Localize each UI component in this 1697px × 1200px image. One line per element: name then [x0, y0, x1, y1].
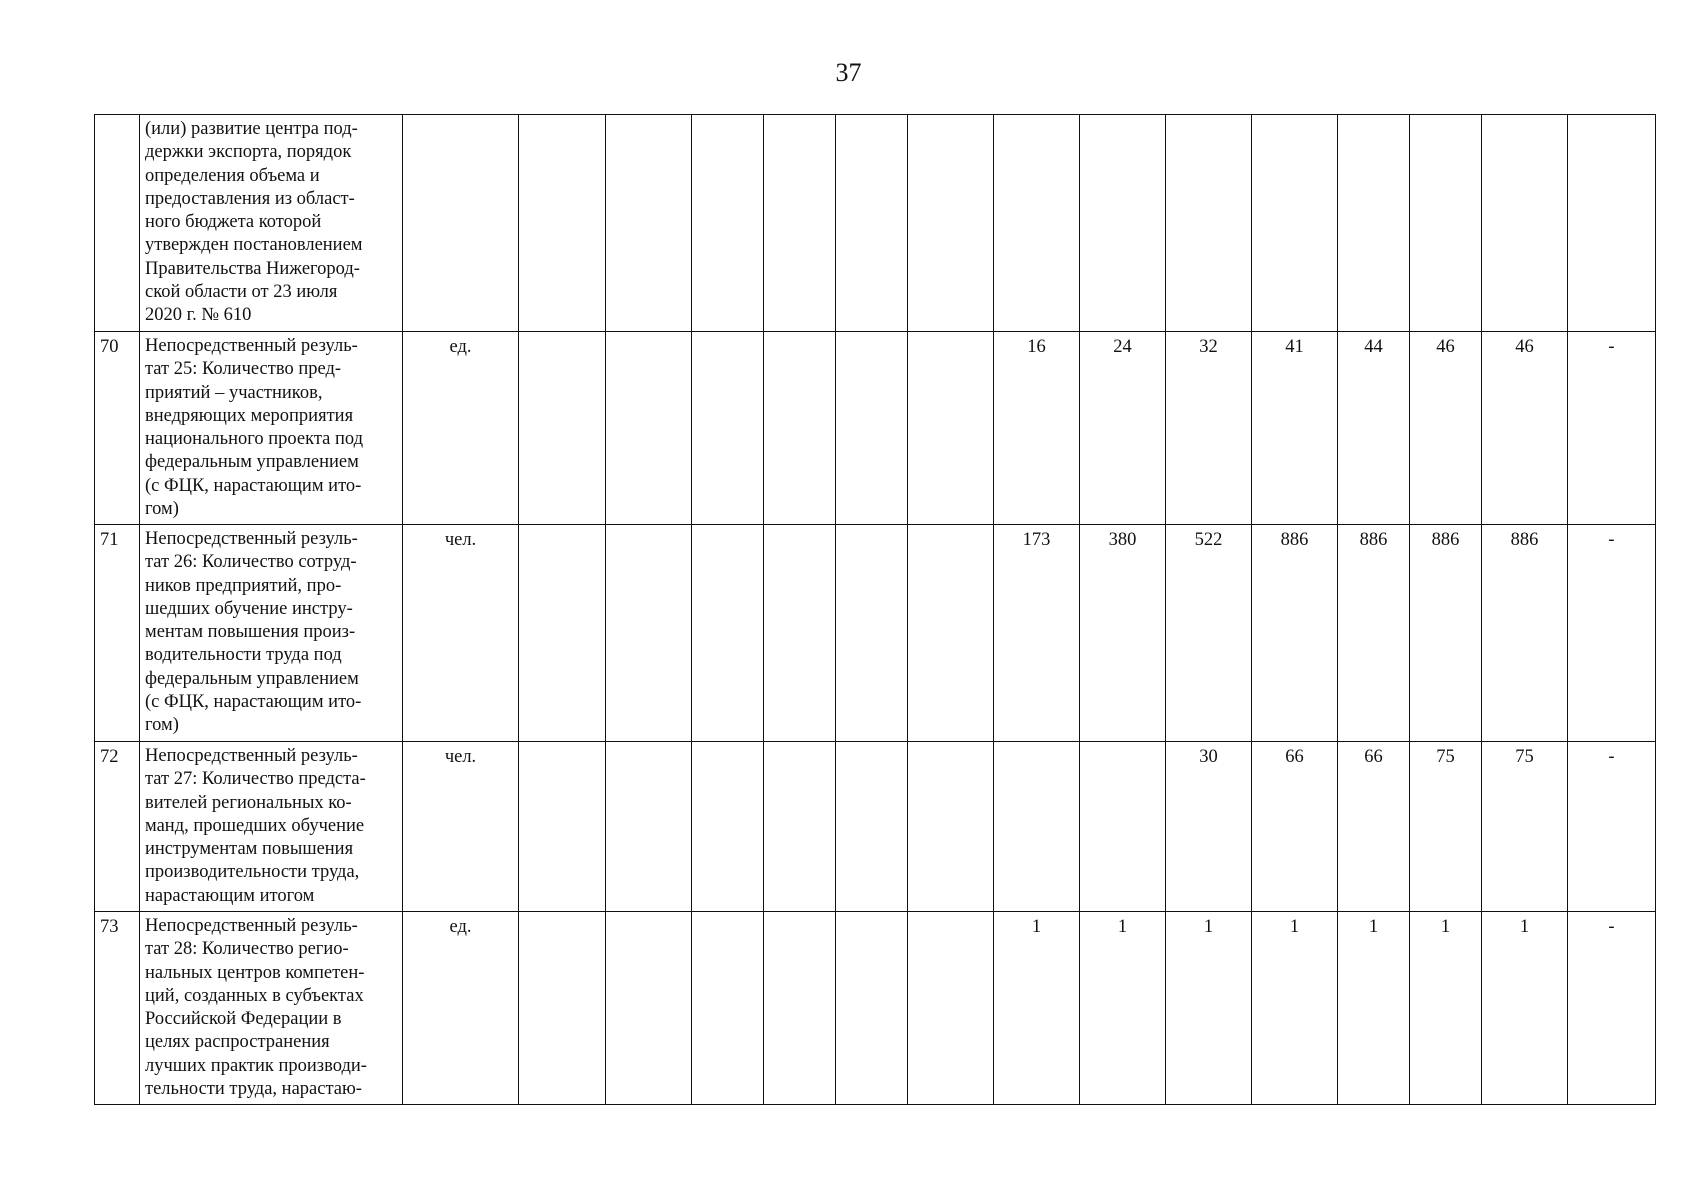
value-cell: 75 [1482, 742, 1568, 912]
value-cell: 886 [1482, 525, 1568, 742]
value-cell: - [1568, 912, 1656, 1105]
value-cell [519, 332, 606, 525]
value-cell [1482, 115, 1568, 332]
value-cell [692, 332, 764, 525]
value-cell: 522 [1166, 525, 1252, 742]
indicator-description: Непосредственный резуль- тат 28: Количество регио- нальных центров компетен- ций, созданных в субъектах Российской Федерации в целях распространения лучших практик производи- тельности труда, нарастаю- [140, 912, 403, 1105]
indicator-description: (или) развитие центра под- держки экспорта, порядок определения объема и предоставления из област- ного бюджета которой утвержден постановлением Правительства Нижегород- ской области от 23 июля 2020 г. № 610 [140, 115, 403, 332]
unit-cell: ед. [403, 912, 519, 1105]
value-cell: 886 [1252, 525, 1338, 742]
value-cell [836, 912, 908, 1105]
unit-cell: ед. [403, 332, 519, 525]
value-cell [764, 115, 836, 332]
value-cell [908, 332, 994, 525]
value-cell: - [1568, 525, 1656, 742]
value-cell [519, 525, 606, 742]
table-row [95, 912, 1656, 1105]
value-cell [836, 742, 908, 912]
value-cell [764, 742, 836, 912]
value-cell [1252, 115, 1338, 332]
indicators-table [94, 114, 1656, 1105]
indicator-description: Непосредственный резуль- тат 25: Количество пред- приятий – участников, внедряющих мероприятия национального проекта под федеральным управлением (с ФЦК, нарастающим ито- гом) [140, 332, 403, 525]
value-cell [1166, 115, 1252, 332]
value-cell: 1 [1252, 912, 1338, 1105]
value-cell [1080, 115, 1166, 332]
page-number: 37 [835, 58, 862, 87]
value-cell: 24 [1080, 332, 1166, 525]
value-cell: 1 [994, 912, 1080, 1105]
value-cell [1410, 115, 1482, 332]
value-cell [519, 115, 606, 332]
value-cell: - [1568, 742, 1656, 912]
row-number: 71 [95, 525, 140, 742]
value-cell [764, 525, 836, 742]
value-cell [836, 525, 908, 742]
value-cell: 16 [994, 332, 1080, 525]
value-cell: 173 [994, 525, 1080, 742]
value-cell: 32 [1166, 332, 1252, 525]
table-row [95, 115, 1656, 332]
value-cell [764, 912, 836, 1105]
value-cell: 75 [1410, 742, 1482, 912]
value-cell: 44 [1338, 332, 1410, 525]
unit-cell [403, 115, 519, 332]
value-cell: 66 [1252, 742, 1338, 912]
value-cell: 46 [1410, 332, 1482, 525]
value-cell [836, 332, 908, 525]
unit-cell: чел. [403, 742, 519, 912]
value-cell [908, 742, 994, 912]
value-cell: 886 [1410, 525, 1482, 742]
value-cell [519, 742, 606, 912]
value-cell [519, 912, 606, 1105]
value-cell [692, 115, 764, 332]
value-cell: 886 [1338, 525, 1410, 742]
value-cell: 380 [1080, 525, 1166, 742]
value-cell: 1 [1338, 912, 1410, 1105]
value-cell: 41 [1252, 332, 1338, 525]
row-number: 70 [95, 332, 140, 525]
value-cell [606, 115, 692, 332]
value-cell: 66 [1338, 742, 1410, 912]
unit-cell: чел. [403, 525, 519, 742]
value-cell [1568, 115, 1656, 332]
value-cell: 1 [1410, 912, 1482, 1105]
row-number [95, 115, 140, 332]
value-cell [764, 332, 836, 525]
value-cell [606, 332, 692, 525]
value-cell: 1 [1080, 912, 1166, 1105]
indicator-description: Непосредственный резуль- тат 27: Количество предста- вителей региональных ко- манд, прошедших обучение инструментам повышения производительности труда, нарастающим итогом [140, 742, 403, 912]
value-cell [836, 115, 908, 332]
value-cell: 46 [1482, 332, 1568, 525]
table-row [95, 525, 1656, 742]
value-cell [606, 912, 692, 1105]
value-cell [692, 525, 764, 742]
value-cell [692, 912, 764, 1105]
value-cell [1080, 742, 1166, 912]
value-cell: 30 [1166, 742, 1252, 912]
indicator-description: Непосредственный резуль- тат 26: Количество сотруд- ников предприятий, про- шедших обучение инстру- ментам повышения произ- водительности труда под федеральным управлением (с ФЦК, нарастающим ито- гом) [140, 525, 403, 742]
value-cell [606, 525, 692, 742]
row-number: 72 [95, 742, 140, 912]
value-cell: - [1568, 332, 1656, 525]
value-cell: 1 [1166, 912, 1252, 1105]
value-cell [908, 912, 994, 1105]
value-cell [692, 742, 764, 912]
value-cell [606, 742, 692, 912]
row-number: 73 [95, 912, 140, 1105]
table-row [95, 742, 1656, 912]
value-cell [994, 115, 1080, 332]
value-cell [908, 525, 994, 742]
value-cell: 1 [1482, 912, 1568, 1105]
table-row [95, 332, 1656, 525]
value-cell [1338, 115, 1410, 332]
value-cell [908, 115, 994, 332]
value-cell [994, 742, 1080, 912]
table-body [95, 115, 1656, 1105]
